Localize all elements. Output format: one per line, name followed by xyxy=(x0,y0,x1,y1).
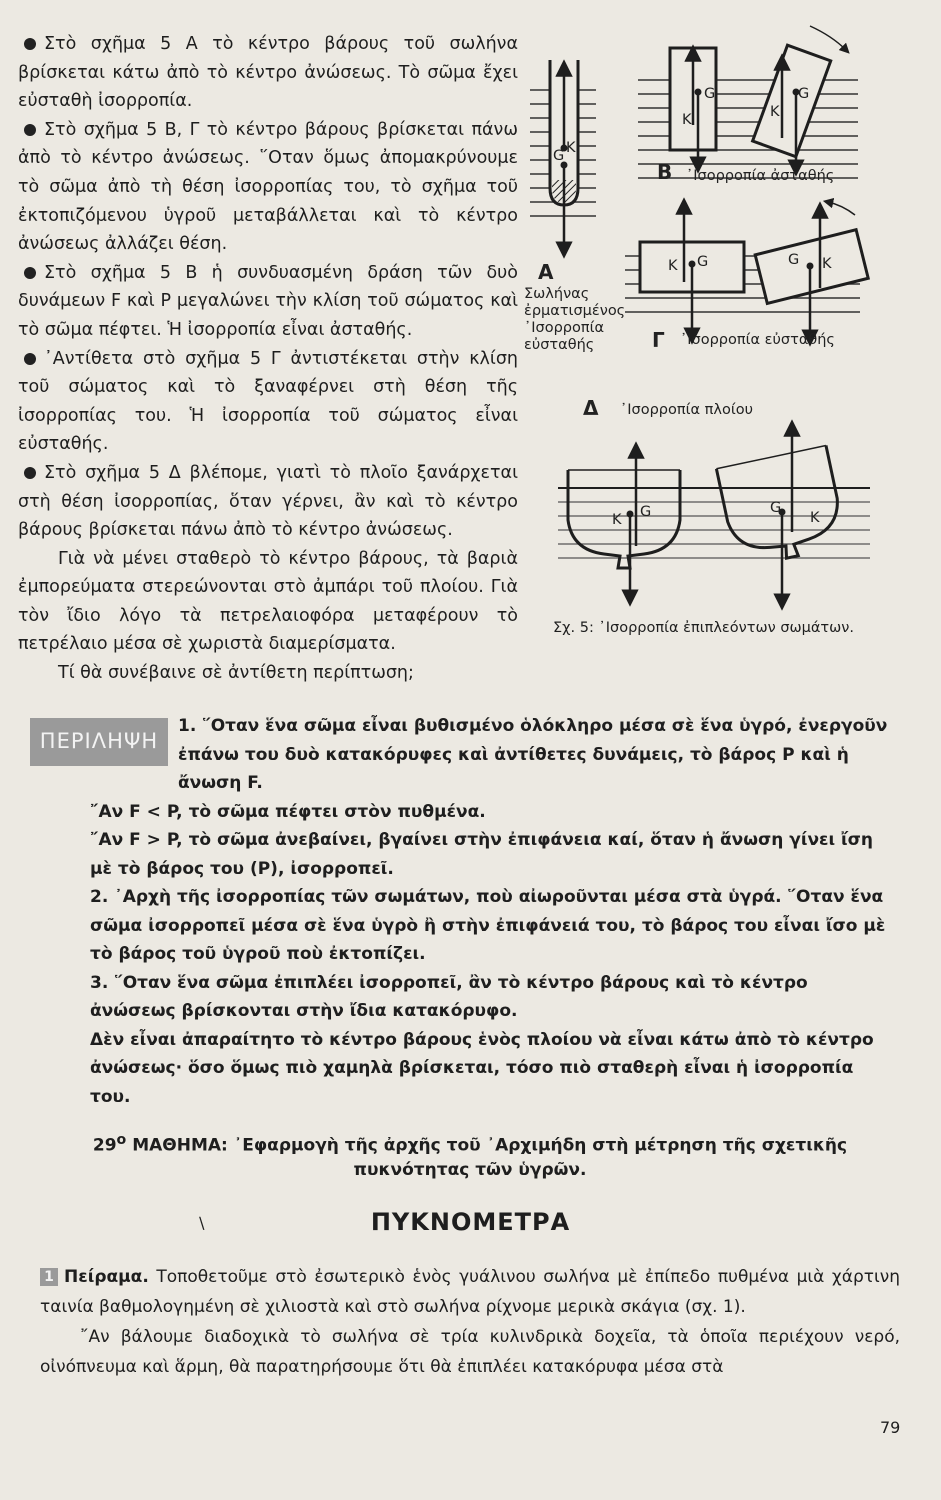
label-k-a: K xyxy=(566,140,576,156)
bullet-icon xyxy=(24,124,36,136)
label-a-2: ἐρματισμένος xyxy=(524,303,626,319)
summary-point-1: 1. ῞Οταν ἕνα σῶμα εἶναι βυθισμένο ὁλόκληρο μέσα σὲ ἕνα ὑγρό, ἐνεργοῦν ἐπάνω του δυὸ κατακόρυφες καὶ ἀντίθετες δυνάμεις, τὸ βάρος P καὶ ἡ ἄνωση F. xyxy=(178,716,888,793)
label-k-d2: K xyxy=(810,510,820,526)
paragraph-fig-b-g: Στὸ σχῆμα 5 Β, Γ τὸ κέντρο βάρους βρίσκεται πάνω ἀπὸ τὸ κέντρο ἀνώσεως. ῞Οταν ὅμως ἀπομακρύνουμε τὸ σῶμα ἀπὸ τὴ θέση ἰσορροπίας του, τὸ σχῆμα τοῦ ἐκτοπιζόμενου ὑγροῦ μεταβάλλεται καὶ τὸ κέντρο ἀνώσεως ἀλλάζει θέση. xyxy=(18,119,518,255)
label-k-g1: K xyxy=(668,258,678,274)
experiment-number: 1 xyxy=(40,1268,58,1286)
diagram-d-ship xyxy=(558,428,870,602)
lesson-ordinal: ο xyxy=(116,1132,127,1148)
paragraph-cargo: Γιὰ νὰ μένει σταθερὸ τὸ κέντρο βάρους, τὰ βαριὰ ἐμπορεύματα στερεώνονται στὸ ἀμπάρι τοῦ πλοίου. Γιὰ τὸν ἴδιο λόγο τὰ πετρελαιοφόρα μεταφέρουν τὸ πετρέλαιο μέσα σὲ χωριστὰ διαμερίσματα. xyxy=(18,548,518,655)
summary-label: ΠΕΡΙΛΗΨΗ xyxy=(39,729,159,753)
bullet-icon xyxy=(24,467,36,479)
label-g-d2: G xyxy=(770,500,782,516)
label-g-a: G xyxy=(553,148,565,164)
label-g-d1: G xyxy=(640,504,652,520)
paragraph-fig-d: Στὸ σχῆμα 5 Δ βλέπομε, γιατὶ τὸ πλοῖο ξανάρχεται στὴ θέση ἰσορροπίας, ὅταν γέρνει, ἂν καὶ τὸ κέντρο βάρους βρίσκεται πάνω ἀπὸ τὸ κέντρο ἀνώσεως. xyxy=(18,462,518,541)
label-g-b2: G xyxy=(798,86,810,102)
summary-f-less-p: ῎Αν F < P, τὸ σῶμα πέφτει στὸν πυθμένα. xyxy=(90,801,486,822)
label-d-desc: ᾿Ισορροπία πλοίου xyxy=(620,402,754,418)
lesson-number: 29 xyxy=(92,1135,117,1156)
summary-section xyxy=(30,712,890,1111)
paragraph-fig-a: Στὸ σχῆμα 5 Α τὸ κέντρο βάρους τοῦ σωλήνα βρίσκεται κάτω ἀπὸ τὸ κέντρο ἀνώσεως. Τὸ σῶμα ἔχει εὐσταθὴ ἰσορροπία. xyxy=(18,34,518,112)
experiment-paragraph-1 xyxy=(40,1262,900,1322)
paragraph-question: Τί θὰ συνέβαινε σὲ ἀντίθετη περίπτωση; xyxy=(58,663,414,684)
bullet-icon xyxy=(24,267,36,279)
bullet-icon xyxy=(24,38,36,50)
letter-a: Α xyxy=(538,260,554,284)
label-k-b2: K xyxy=(770,104,780,120)
label-k-g2: K xyxy=(822,256,832,272)
lesson-heading xyxy=(40,1128,900,1182)
tick-mark-icon: ∖ xyxy=(196,1214,207,1233)
letter-d: Δ xyxy=(583,396,599,420)
label-g-b1: G xyxy=(704,86,716,102)
label-k-d1: K xyxy=(612,512,622,528)
summary-f-greater-p: ῎Αν F > P, τὸ σῶμα ἀνεβαίνει, βγαίνει στὴν ἐπιφάνεια καί, ὅταν ἡ ἄνωση γίνει ἴση μὲ τὸ βάρος του (P), ἰσορροπεῖ. xyxy=(90,830,874,879)
experiment-label: Πείραμα. xyxy=(64,1267,149,1287)
experiment-section xyxy=(40,1262,900,1382)
figure-caption: Σχ. 5: ᾿Ισορροπία ἐπιπλεόντων σωμάτων. xyxy=(553,620,855,636)
label-a-1: Σωλήνας xyxy=(524,286,590,302)
section-title: ΠΥΚΝΟΜΕΤΡΑ xyxy=(370,1208,571,1236)
diagram-b-unstable xyxy=(638,26,858,178)
label-g-desc: ᾿Ισορροπία εὐσταθής xyxy=(680,332,835,348)
page-number: 79 xyxy=(880,1418,901,1437)
experiment-text-1: Τοποθετοῦμε στὸ ἐσωτερικὸ ἑνὸς γυάλινου σωλήνα μὲ ἐπίπεδο πυθμένα μιὰ χάρτινη ταινία βαθμολογημένη σὲ χιλιοστὰ καὶ στὸ σωλήνα ρίχνομε μερικὰ σκάγια (σχ. 1). xyxy=(40,1267,900,1317)
label-a-4: εὐσταθής xyxy=(524,337,595,353)
figure-explanation-text xyxy=(18,30,518,688)
lesson-text: ΜΑΘΗΜΑ: ᾿Εφαρμογὴ τῆς ἀρχῆς τοῦ ᾿Αρχιμήδη στὴ μέτρηση τῆς σχετικῆς πυκνότητας τῶν ὑγρῶν. xyxy=(126,1135,848,1180)
label-b-desc: ᾿Ισορροπία ἀσταθής xyxy=(686,168,835,184)
bullet-icon xyxy=(24,353,36,365)
experiment-paragraph-2: ῎Αν βάλουμε διαδοχικὰ τὸ σωλήνα σὲ τρία κυλινδρικὰ δοχεῖα, τὰ ὁποῖα περιέχουν νερό, οἰνόπνευμα καὶ ἅρμη, θὰ παρατηρήσουμε ὅτι θὰ ἐπιπλέει κατακόρυφα μέσα στὰ xyxy=(40,1327,900,1377)
letter-b: Β xyxy=(657,160,673,184)
letter-g: Γ xyxy=(652,328,665,352)
label-g-g2: G xyxy=(788,252,800,268)
label-g-g1: G xyxy=(697,254,709,270)
summary-ship-note: Δὲν εἶναι ἀπαραίτητο τὸ κέντρο βάρους ἑνὸς πλοίου νὰ εἶναι κάτω ἀπὸ τὸ κέντρο ἀνώσεως· ὅσο ὅμως πιὸ χαμηλὰ βρίσκεται, τόσο πιὸ σταθερὴ εἶναι ἡ ἰσορροπία του. xyxy=(90,1029,874,1107)
paragraph-fig-b: Στὸ σχῆμα 5 Β ἡ συνδυασμένη δράση τῶν δυὸ δυνάμεων F καὶ P μεγαλώνει τὴν κλίση τοῦ σώματος καὶ τὸ σῶμα πέφτει. Ἡ ἰσορροπία εἶναι ἀσταθής. xyxy=(18,262,518,340)
paragraph-fig-g: ᾿Αντίθετα στὸ σχῆμα 5 Γ ἀντιστέκεται στὴν κλίση τοῦ σώματος καὶ τὸ ξαναφέρνει στὴ θέση τῆς ἰσορροπίας του. Ἡ ἰσορροπία τοῦ σώματος εἶναι εὐσταθής. xyxy=(18,348,518,455)
summary-point-2: 2. ᾿Αρχὴ τῆς ἰσορροπίας τῶν σωμάτων, ποὺ αἰωροῦνται μέσα στὰ ὑγρά. ῞Οταν ἕνα σῶμα ἰσορροπεῖ μέσα σὲ ἕνα ὑγρὸ ἢ στὴν ἐπιφάνειά του, τὸ βάρος του εἶναι ἴσο μὲ τὸ βάρος τοῦ ὑγροῦ ποὺ ἐκτοπίζει. xyxy=(90,887,886,964)
label-a-3: ᾿Ισορροπία xyxy=(524,320,605,336)
label-k-b1: K xyxy=(682,112,692,128)
summary-point-3: 3. ῞Οταν ἕνα σῶμα ἐπιπλέει ἰσορροπεῖ, ἂν τὸ κέντρο βάρους καὶ τὸ κέντρο ἀνώσεως βρίσκονται στὴν ἴδια κατακόρυφο. xyxy=(90,972,808,1021)
